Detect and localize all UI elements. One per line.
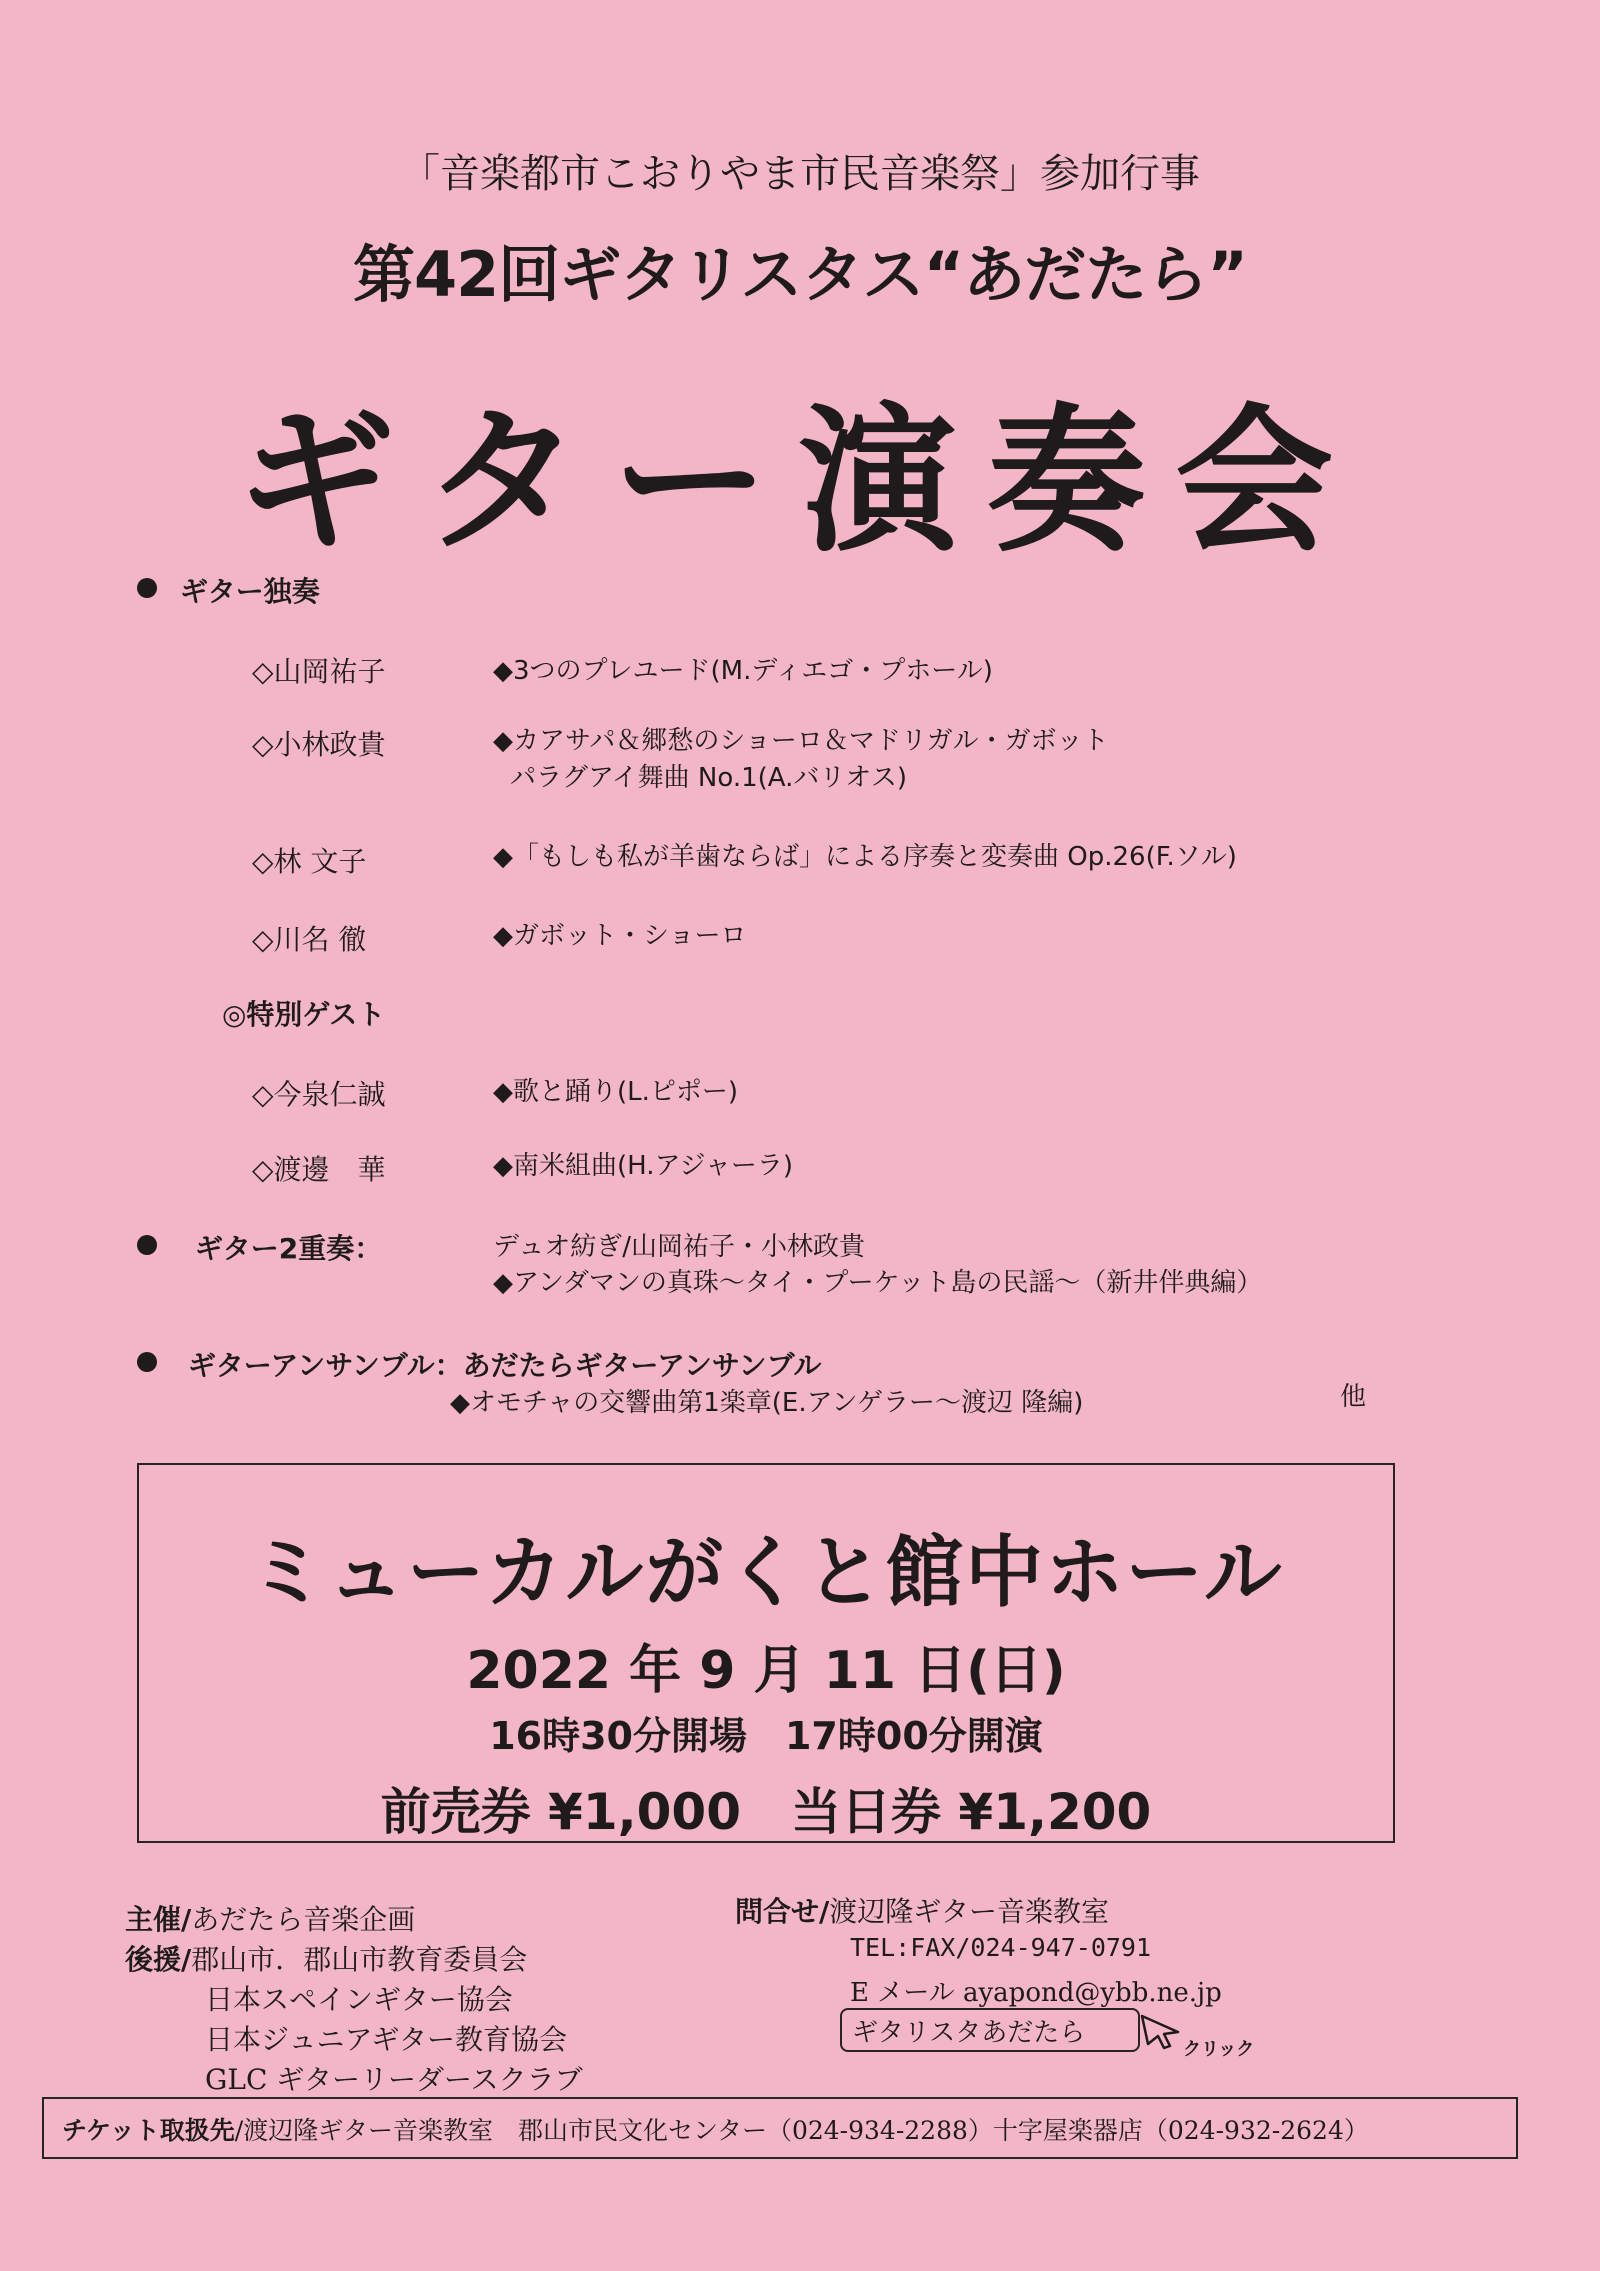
ticket-outlets-text: /渡辺隆ギター音楽教室 郡山市民文化センター（024-934-2288）十字屋楽器店（024-932-2624） bbox=[234, 2116, 1369, 2145]
contact-email[interactable]: E メール ayapond@ybb.ne.jp bbox=[850, 1978, 1222, 2008]
cursor-arrow-icon bbox=[1140, 2010, 1186, 2050]
support-line: 日本ジュニアギター教育協会 bbox=[205, 2023, 568, 2056]
support-line: GLC ギターリーダースクラブ bbox=[205, 2063, 583, 2096]
solo-heading: ギター独奏 bbox=[180, 575, 320, 608]
bullet-icon bbox=[137, 1235, 157, 1255]
ticket-label: チケット取扱先 bbox=[62, 2116, 235, 2145]
organizer bbox=[125, 1898, 415, 1938]
click-label: クリック bbox=[1183, 2039, 1255, 2060]
organizer-value: あだたら音楽企画 bbox=[191, 1903, 416, 1936]
piece-title-continued: パラグアイ舞曲 No.1(A.バリオス) bbox=[510, 763, 907, 793]
performer-name: ◇山岡祐子 bbox=[252, 655, 386, 688]
piece-title: ◆「もしも私が羊歯ならば」による序奏と変奏曲 Op.26(F.ソル) bbox=[493, 842, 1237, 872]
piece-title: ◆歌と踊り(L.ピポー) bbox=[493, 1077, 739, 1107]
contact-value: 渡辺隆ギター音楽教室 bbox=[829, 1895, 1109, 1928]
ticket-outlets bbox=[62, 2111, 1369, 2147]
contact-tel: TEL:FAX/024-947-0791 bbox=[850, 1933, 1152, 1962]
ensemble-heading: ギターアンサンブル：あだたらギターアンサンブル bbox=[188, 1349, 822, 1382]
ticket-prices: 前売券 ¥1,000 当日券 ¥1,200 bbox=[380, 1783, 1152, 1841]
bullet-icon bbox=[137, 578, 157, 598]
guest-heading: ◎特別ゲスト bbox=[222, 998, 386, 1031]
contact-label: 問合せ/ bbox=[735, 1895, 830, 1928]
support-value: 郡山市．郡山市教育委員会 bbox=[191, 1943, 528, 1976]
ensemble-piece: ◆オモチャの交響曲第1楽章(E.アンゲラー～渡辺 隆編) bbox=[450, 1388, 1084, 1418]
duo-performers: デュオ紡ぎ/山岡祐子・小林政貴 bbox=[493, 1232, 865, 1262]
support-label: 後援/ bbox=[125, 1943, 192, 1976]
series-title: 第42回ギタリスタス“あだたら” bbox=[353, 238, 1247, 311]
performer-name: ◇林 文子 bbox=[252, 845, 367, 878]
piece-title: ◆カアサパ＆郷愁のショーロ＆マドリガル・ガボット bbox=[493, 726, 1109, 756]
event-subtitle: 「音楽都市こおりやま市民音楽祭」参加行事 bbox=[400, 151, 1200, 197]
performer-name: ◇小林政貴 bbox=[252, 728, 386, 761]
others-note: 他 bbox=[1340, 1382, 1367, 1412]
piece-title: ◆3つのプレユード(M.ディエゴ・プホール) bbox=[493, 656, 993, 686]
support-line: 日本スペインギター協会 bbox=[205, 1983, 513, 2016]
guest-name: ◇渡邊 華 bbox=[252, 1153, 386, 1186]
piece-title: ◆ガボット・ショーロ bbox=[493, 921, 747, 951]
event-date: 2022 年 9 月 11 日(日) bbox=[466, 1641, 1066, 1701]
event-times: 16時30分開場 17時00分開演 bbox=[489, 1714, 1043, 1758]
main-title: ギター演奏会 bbox=[236, 390, 1364, 574]
website-link-label[interactable]: ギタリスタあだたら bbox=[852, 2018, 1086, 2048]
contact bbox=[735, 1890, 1109, 1930]
duo-piece: ◆アンダマンの真珠～タイ・プーケット島の民謡～（新井伴典編） bbox=[493, 1268, 1263, 1298]
support bbox=[125, 1938, 527, 1978]
bullet-icon bbox=[137, 1352, 157, 1372]
performer-name: ◇川名 徹 bbox=[252, 923, 367, 956]
piece-title: ◆南米組曲(H.アジャーラ) bbox=[493, 1151, 794, 1181]
organizer-label: 主催/ bbox=[125, 1903, 192, 1936]
duo-heading: ギター2重奏： bbox=[195, 1232, 383, 1265]
guest-name: ◇今泉仁誠 bbox=[252, 1078, 386, 1111]
venue-name: ミューカルがくと館中ホール bbox=[248, 1528, 1284, 1618]
